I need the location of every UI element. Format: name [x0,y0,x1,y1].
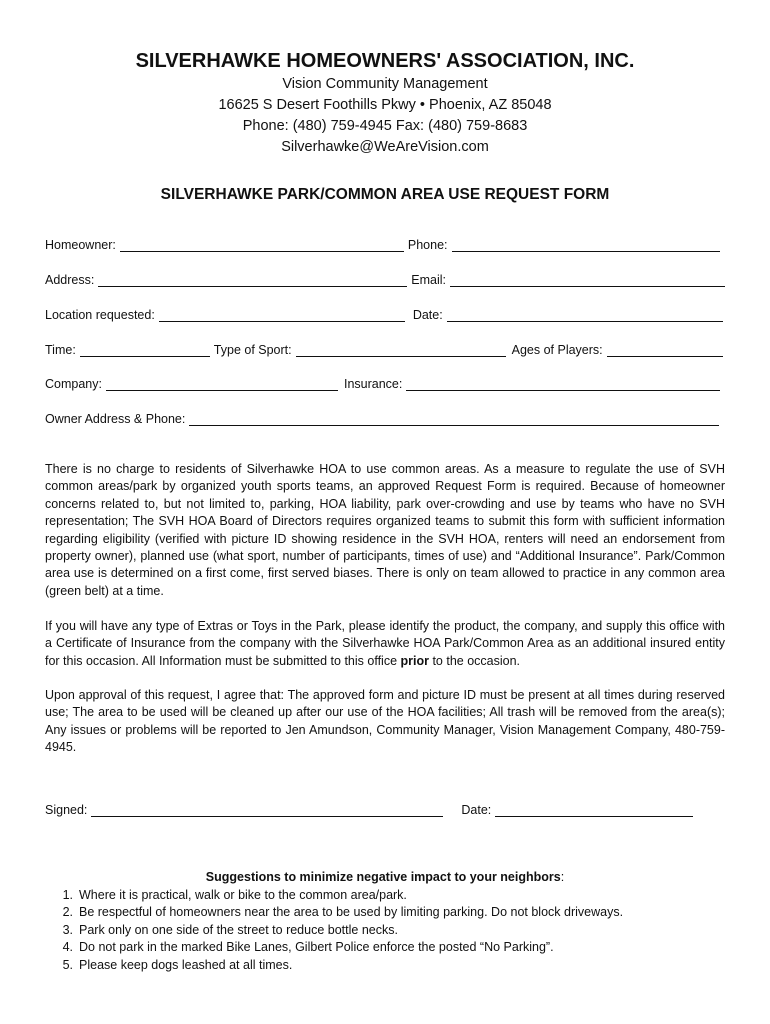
list-number: 3. [62,922,73,937]
list-text: Do not park in the marked Bike Lanes, Gilbert Police enforce the posted “No Parking”. [79,940,554,955]
sport-field[interactable] [296,344,506,357]
org-address: 16625 S Desert Foothills Pkwy • Phoenix, AZ 85048 [218,97,552,113]
row-location-date [45,306,725,322]
prior-emphasis: prior [400,653,429,668]
suggestions-heading: Suggestions to minimize negative impact to your neighbors [205,870,561,884]
row-signature [45,801,725,817]
address-label: Address: [45,273,95,287]
sport-label: Type of Sport: [213,343,292,357]
list-text: Where it is practical, walk or bike to the common area/park. [79,888,407,902]
insurance-field[interactable] [406,378,720,391]
location-field[interactable] [159,309,405,322]
insurance-paragraph-text: If you will have any type of Extras or Toys in the Park, please identify the product, the company, and supply this office with a Certificate of Insurance from the company with the Silverhawke HOA Park/Common Area as an additional insured entity for this occasion. All Information must be submitted to this office [45,619,725,668]
time-field[interactable] [80,344,210,357]
email-field[interactable] [450,274,725,287]
insurance-paragraph-end: to the occasion. [428,653,521,668]
org-email: Silverhawke@WeAreVision.com [281,139,489,155]
phone-label: Phone: [407,238,448,252]
list-number: 2. [62,905,73,920]
form-title: SILVERHAWKE PARK/COMMON AREA USE REQUEST FORM [160,186,610,203]
row-company-insurance [45,375,725,391]
suggestions-list [45,887,725,974]
insurance-label: Insurance: [343,377,403,391]
signature-date-field[interactable] [495,804,693,817]
homeowner-field[interactable] [120,239,404,252]
homeowner-label: Homeowner: [45,238,116,252]
ages-field[interactable] [607,344,723,357]
owner-address-label: Owner Address & Phone: [45,412,186,426]
signature-field[interactable] [91,804,443,817]
row-address-email [45,271,725,287]
list-text: Be respectful of homeowners near the area to be used by limiting parking. Do not block driveways. [79,905,624,920]
insurance-paragraph [45,618,725,670]
list-number: 4. [62,940,73,955]
signature-date-label: Date: [461,803,492,817]
management-name: Vision Community Management [282,76,488,92]
signed-label: Signed: [45,803,88,817]
address-field[interactable] [98,274,407,287]
company-field[interactable] [106,378,338,391]
list-text: Please keep dogs leashed at all times. [79,957,293,972]
list-item [45,922,725,939]
phone-field[interactable] [452,239,720,252]
list-item [45,904,725,921]
owner-address-field[interactable] [189,413,719,426]
list-item [45,957,725,974]
location-label: Location requested: [45,308,155,322]
row-time-sport-ages [45,341,725,357]
list-text: Park only on one side of the street to reduce bottle necks. [79,922,398,937]
list-number: 5. [62,957,73,972]
agreement-paragraph: Upon approval of this request, I agree that: The approved form and picture ID must be present at all times during reserved use; The area to be used will be cleaned up after our use of the HOA facilities; All trash will be removed from the area(s); Any issues or problems will be reported to Jen Amundson, Community Manager, Vision Management Company, 480-759-4945. [45,688,725,755]
list-number: 1. [62,888,73,902]
email-label: Email: [411,273,446,287]
usage-policy-paragraph: There is no charge to residents of Silverhawke HOA to use common areas. As a measure to regulate the use of SVH common areas/park by organized youth sports teams, an approved Request Form is required. Because of homeowner concerns related to, but not limited to, parking, HOA liability, park over-crowding and use by teams who have no SVH representation; The SVH HOA Board of Directors requires organized teams to submit this form with sufficient information regarding eligibility (verified with picture ID showing residence in the SVH HOA, renters will need an endorsement from property owner), planned use (what sport, number of participants, times of use) and “Additional Insurance”. Park/Common area use is determined on a first come, first served biases. There is only on team allowed to practice in any common area (green belt) at a time. [45,462,725,598]
org-phone-fax: Phone: (480) 759-4945 Fax: (480) 759-8683 [242,118,528,134]
suggestions-title [0,870,770,884]
list-item [45,887,725,904]
org-name: SILVERHAWKE HOMEOWNERS' ASSOCIATION, INC. [135,50,635,72]
ages-label: Ages of Players: [511,343,603,357]
list-item [45,939,725,956]
company-label: Company: [45,377,102,391]
time-label: Time: [45,343,76,357]
row-homeowner-phone [45,236,725,252]
suggestions-colon: : [560,870,565,884]
row-owner-address [45,410,725,426]
date-label: Date: [412,308,443,322]
date-field[interactable] [447,309,723,322]
